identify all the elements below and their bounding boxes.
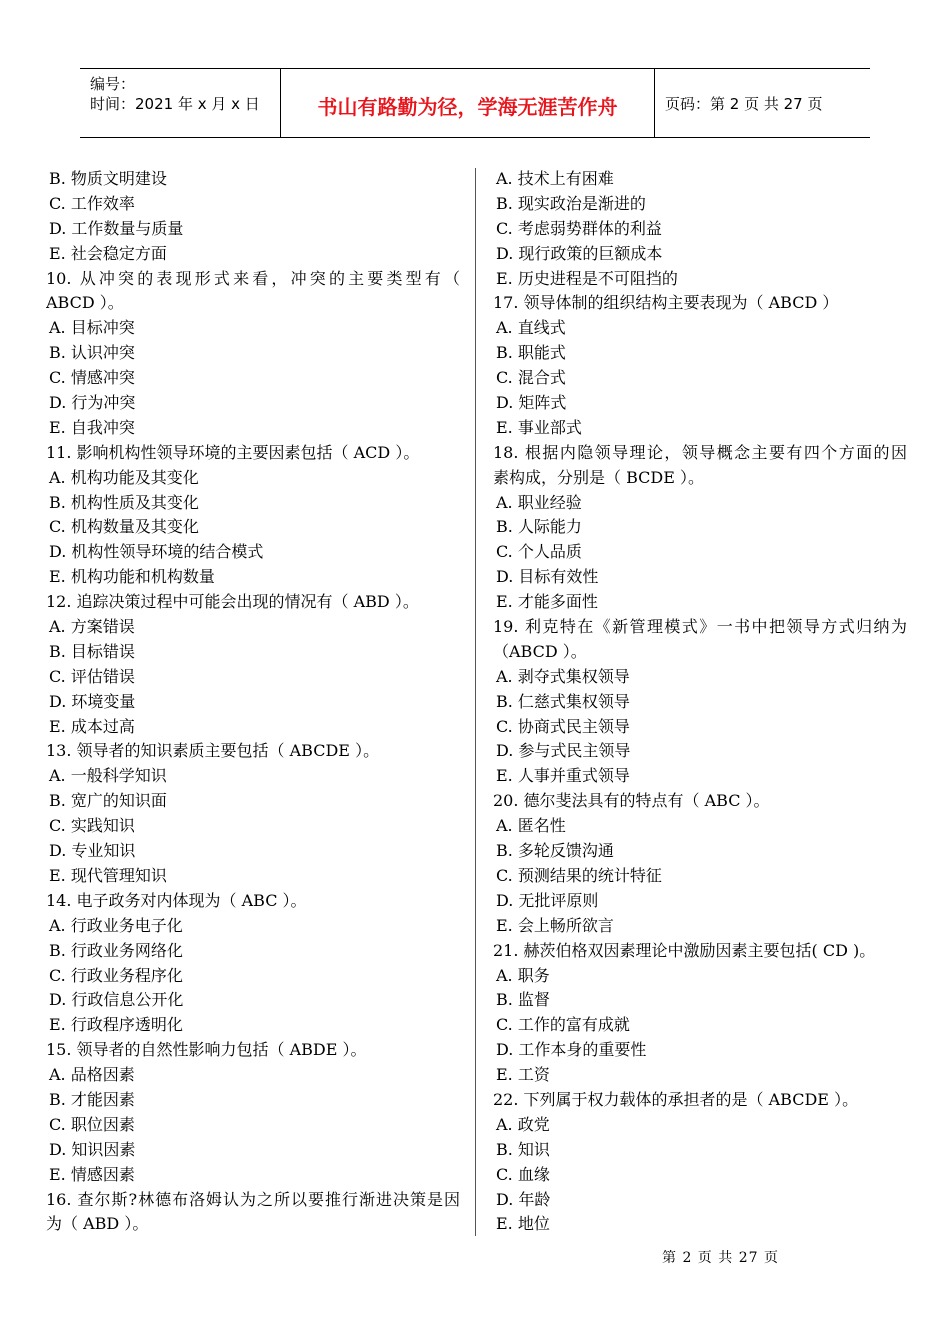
option-line: A. 政党 [496, 1114, 550, 1134]
option-line: A. 技术上有困难 [496, 169, 614, 188]
question-line: 素构成，分别是（ BCDE ）。 [493, 467, 704, 487]
option-line: C. 实践知识 [49, 816, 135, 836]
option-line: A. 职务 [496, 965, 550, 985]
option-line: B. 行政业务网络化 [49, 940, 183, 960]
option-line: B. 目标错误 [49, 641, 135, 661]
option-line: B. 现实政治是渐进的 [496, 193, 646, 213]
question-line: 16. 查尔斯?林德布洛姆认为之所以要推行渐进决策是因 [46, 1189, 460, 1209]
option-line: E. 地位 [496, 1214, 550, 1234]
option-line: D. 机构性领导环境的结合模式 [49, 542, 264, 562]
option-line: E. 行政程序透明化 [49, 1015, 183, 1035]
document-time-label: 时间：2021 年 x 月 x 日 [90, 95, 260, 113]
option-line: C. 血缘 [496, 1164, 550, 1184]
question-line: 22. 下列属于权力载体的承担者的是（ ABCDE ）。 [493, 1089, 859, 1109]
option-line: B. 认识冲突 [49, 343, 135, 363]
option-line: A. 目标冲突 [49, 318, 135, 338]
option-line: A. 职业经验 [496, 492, 582, 512]
option-line: C. 预测结果的统计特征 [496, 865, 662, 885]
question-line: 19. 利克特在《新管理模式》一书中把领导方式归纳为 [493, 617, 907, 637]
option-line: D. 现行政策的巨额成本 [496, 243, 663, 263]
left-column [46, 167, 460, 1237]
question-line: 10. 从冲突的表现形式来看，冲突的主要类型有（ [46, 268, 460, 288]
option-line: B. 知识 [496, 1139, 550, 1159]
question-line: 20. 德尔斐法具有的特点有（ ABC ）。 [493, 791, 770, 811]
option-line: D. 目标有效性 [496, 567, 599, 587]
option-line: B. 仁慈式集权领导 [496, 691, 630, 711]
option-line: B. 机构性质及其变化 [49, 492, 199, 512]
header-motto-cell [281, 69, 655, 137]
option-line: E. 会上畅所欲言 [496, 915, 614, 935]
option-line: A. 剥夺式集权领导 [496, 666, 630, 686]
option-line: E. 成本过高 [49, 716, 135, 736]
option-line: C. 情感冲突 [49, 368, 135, 388]
option-line: C. 机构数量及其变化 [49, 517, 199, 537]
question-line: 12. 追踪决策过程中可能会出现的情况有（ ABD ）。 [46, 592, 419, 612]
option-line: A. 品格因素 [49, 1065, 135, 1085]
right-column [493, 167, 907, 1237]
option-line: C. 考虑弱势群体的利益 [496, 218, 662, 238]
page-footer: 第 2 页 共 27 页 [662, 1250, 779, 1266]
option-line: E. 情感因素 [49, 1164, 135, 1184]
option-line: B. 职能式 [496, 343, 566, 363]
question-line: 15. 领导者的自然性影响力包括（ ABDE ）。 [46, 1040, 367, 1060]
option-line: C. 行政业务程序化 [49, 965, 183, 985]
option-line: C. 协商式民主领导 [496, 716, 630, 736]
option-line: A. 方案错误 [49, 617, 135, 637]
question-line: （ABCD ）。 [493, 641, 587, 661]
option-line: D. 行政信息公开化 [49, 990, 184, 1010]
option-line: C. 职位因素 [49, 1114, 135, 1134]
page-header [80, 68, 870, 138]
option-line: D. 知识因素 [49, 1139, 136, 1159]
question-line: ABCD ）。 [46, 293, 124, 313]
option-line: A. 机构功能及其变化 [49, 467, 199, 487]
option-line: D. 工作数量与质量 [49, 218, 184, 238]
question-line: 为（ ABD ）。 [46, 1214, 149, 1234]
option-line: D. 行为冲突 [49, 393, 136, 413]
option-line: B. 多轮反馈沟通 [496, 841, 614, 861]
option-line: C. 工作效率 [49, 193, 135, 213]
option-line: D. 无批评原则 [496, 890, 599, 910]
option-line: E. 自我冲突 [49, 417, 135, 437]
option-line: E. 历史进程是不可阻挡的 [496, 268, 678, 288]
question-line: 21. 赫茨伯格双因素理论中激励因素主要包括( CD )。 [493, 940, 876, 960]
option-line: D. 环境变量 [49, 691, 136, 711]
option-line: C. 工作的富有成就 [496, 1015, 630, 1035]
option-line: A. 直线式 [496, 318, 566, 338]
question-line: 13. 领导者的知识素质主要包括（ ABCDE ）。 [46, 741, 380, 761]
question-line: 17. 领导体制的组织结构主要表现为（ ABCD ） [493, 293, 839, 313]
option-line: A. 一般科学知识 [49, 766, 167, 786]
header-motto: 书山有路勤为径，学海无涯苦作舟 [317, 95, 618, 119]
option-line: C. 混合式 [496, 368, 566, 388]
header-meta-cell [80, 69, 281, 137]
header-page-cell [655, 69, 870, 137]
question-line: 14. 电子政务对内体现为（ ABC ）。 [46, 890, 307, 910]
option-line: E. 现代管理知识 [49, 865, 167, 885]
option-line: E. 机构功能和机构数量 [49, 567, 215, 587]
option-line: B. 宽广的知识面 [49, 791, 167, 811]
option-line: E. 社会稳定方面 [49, 243, 167, 263]
option-line: E. 才能多面性 [496, 592, 598, 612]
option-line: B. 人际能力 [496, 517, 582, 537]
column-divider [475, 168, 476, 1236]
option-line: B. 物质文明建设 [49, 169, 167, 188]
document-number-label: 编号： [90, 75, 136, 93]
option-line: E. 工资 [496, 1065, 550, 1085]
option-line: D. 年龄 [496, 1189, 551, 1209]
option-line: D. 矩阵式 [496, 393, 567, 413]
option-line: E. 事业部式 [496, 417, 582, 437]
question-line: 18. 根据内隐领导理论，领导概念主要有四个方面的因 [493, 442, 907, 462]
option-line: D. 工作本身的重要性 [496, 1040, 647, 1060]
option-line: E. 人事并重式领导 [496, 766, 630, 786]
option-line: C. 评估错误 [49, 666, 135, 686]
option-line: D. 参与式民主领导 [496, 741, 631, 761]
option-line: A. 行政业务电子化 [49, 915, 183, 935]
option-line: B. 才能因素 [49, 1089, 135, 1109]
question-line: 11. 影响机构性领导环境的主要因素包括（ ACD ）。 [46, 442, 420, 462]
option-line: D. 专业知识 [49, 841, 136, 861]
header-page-code: 页码：第 2 页 共 27 页 [665, 95, 823, 113]
option-line: C. 个人品质 [496, 542, 582, 562]
option-line: B. 监督 [496, 990, 550, 1010]
option-line: A. 匿名性 [496, 816, 566, 836]
